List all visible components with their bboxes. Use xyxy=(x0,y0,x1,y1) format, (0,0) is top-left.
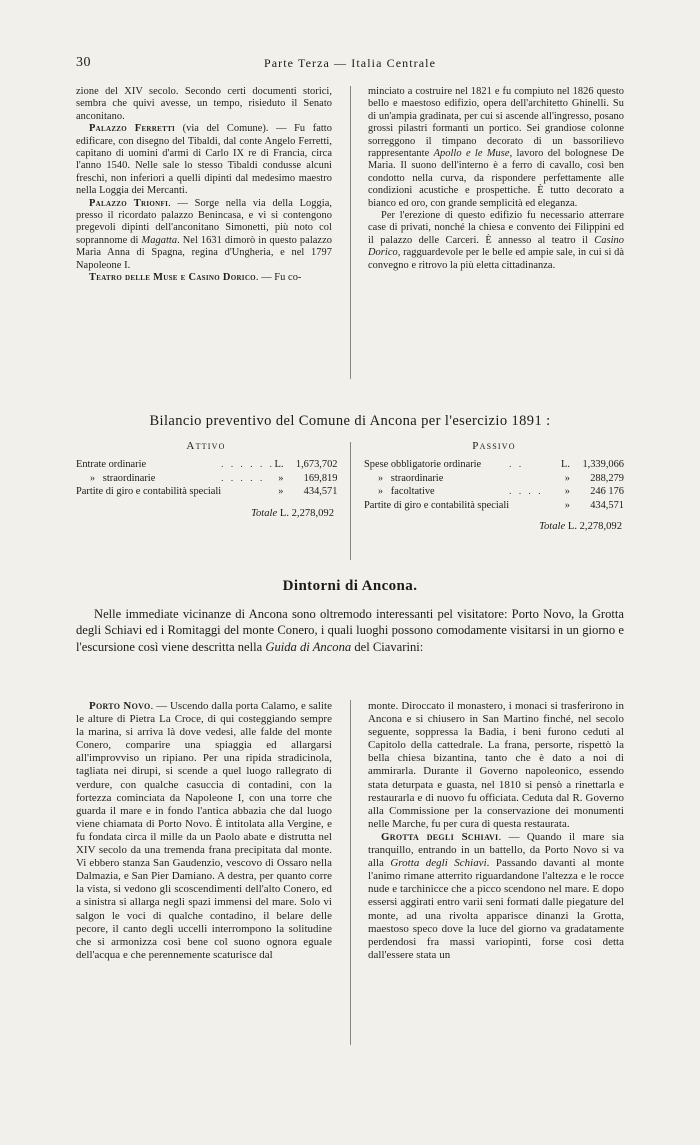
row-bullet: » xyxy=(378,486,383,498)
column-divider xyxy=(350,442,351,560)
table-row xyxy=(364,472,624,486)
row-label xyxy=(364,485,509,499)
leader-dots: . . . . . xyxy=(221,472,265,483)
row-label-text: straordinarie xyxy=(390,472,444,484)
leader-dots xyxy=(509,472,561,486)
entry-heading: Palazzo Ferretti xyxy=(89,123,176,135)
row-amount: 246 176 xyxy=(590,486,624,498)
row-label-text: facoltative xyxy=(390,486,435,498)
entry-heading: Porto Novo xyxy=(89,700,151,712)
top-column-right xyxy=(368,86,624,272)
row-bullet: » xyxy=(378,472,383,484)
budget-table xyxy=(76,440,624,565)
row-currency: » xyxy=(278,472,284,484)
budget-table-attivo xyxy=(76,440,336,519)
paragraph: Grotta degli Schiavi. — Quando il mare sia tranquillo, entrando in un battello, da Porto Novo si va alla Grotta degli Schiavi. Passando davanti al monte l'animo rimane atterrito riguardandone l'altezza e le rocce nude e tarchinicce che a picco scendono nel mare. E dopo essersi aggirati entro varii seni formati dalle piegature del monte, ad una rivolta apparisce dinanzi la Grotta, maestoso speco dove la luce del giorno va gradatamente perdendosi fra massi variopinti, forse così detta dall'essere stata un xyxy=(368,830,624,961)
column-divider xyxy=(350,86,351,379)
row-label xyxy=(364,472,509,486)
paragraph: Palazzo Trionfi. — Sorge nella via della Loggia, presso il ricordato palazzo Benincasa, e vi si contengono pregevoli dipinti dell'anconitano Simonetti, più noto col soprannome di Magatta. Nel 1631 dimorò in questo palazzo Maria Anna di Spagna, regina d'Ungheria, e nel 1797 Napoleone I. xyxy=(76,197,333,271)
row-amount: 169,819 xyxy=(303,472,338,484)
paragraph: zione del XIV secolo. Secondo certi documenti storici, sembra che quivi avesse, un tempo, risieduto il Senato anconitano. xyxy=(76,86,332,122)
total-currency: L. xyxy=(279,507,289,519)
italic-term: Magatta xyxy=(141,234,178,246)
leader-dots: . . . . . . xyxy=(221,459,275,469)
table-row xyxy=(76,472,337,486)
row-label: Entrate ordinarie xyxy=(76,459,147,470)
table-row xyxy=(364,458,624,472)
total-amount: 2,278,092 xyxy=(291,507,334,519)
entry-heading: Grotta degli Schiavi xyxy=(381,830,499,843)
row-currency: » xyxy=(564,499,570,511)
total-currency: L. xyxy=(567,521,577,533)
row-label: Partite di giro e contabilità speciali xyxy=(364,499,510,511)
total-label: Totale xyxy=(539,521,566,533)
column-divider xyxy=(350,700,351,1045)
entry-heading: Palazzo Trionfi xyxy=(89,197,169,209)
row-bullet: » xyxy=(90,472,95,484)
table-row xyxy=(76,458,337,472)
page-number: 30 xyxy=(76,55,91,70)
section-intro xyxy=(76,606,624,655)
row-label xyxy=(76,472,221,486)
bottom-column-left xyxy=(76,700,332,962)
table-row xyxy=(76,485,337,499)
budget-title: Bilancio preventivo del Comune di Ancona per l'esercizio 1891 : xyxy=(149,413,551,429)
row-amount: 1,673,702 xyxy=(295,459,338,470)
table-row xyxy=(364,499,624,513)
entry-heading: Teatro delle Muse e Casino Dorico xyxy=(89,272,256,284)
italic-term: Apollo e le Muse xyxy=(433,148,510,160)
row-currency: » xyxy=(564,472,570,484)
budget-column-heading: Attivo xyxy=(186,440,226,452)
italic-term: Grotta degli Schiavi xyxy=(390,857,487,870)
paragraph: Nelle immediate vicinanze di Ancona sono oltremodo interessanti pel visitatore: Porto Novo, la Grotta degli Schiavi ed i Romitaggi del monte Conero, i quali luoghi possono comodamente visitarsi in un giorno e l'escursione così viene descritta nella Guida di Ancona del Ciavarini: xyxy=(76,607,624,654)
paragraph: Porto Novo. — Uscendo dalla porta Calamo, e salite le alture di Pietra La Croce, di qui costeggiando sempre la marina, si arriva là dove vedesi, alle falde del monte Conero, comparire una spiaggia ed allargarsi all'improvviso un ripiano. Per una ripida stradicinola, tagliata nei dirupi, si scende a quel luogo rallegrato di verdure, con qualche casuccia di contadini, con la fortezza cominciata da Napoleone I, con una torre che guarda il mare e in fondo l'antica abbazia che dal luogo viene chiamata di Porto Novo. È intitolata alla Vergine, e fu fondata circa il mille da un Paolo abate e distrutta nel XIV secolo da una tremenda frana precipitata dal monte. Vi ebbero stanza San Gaudenzio, vescovo di Ossaro nella Dalmazia, e San Pier Damiano. A destra, per quanto corre la vista, si vedono gli scoscendimenti dell'alto Conero, ed a sinistra si allarga negli spazi immensi del mare. Solo vi salgon le voci di qualche contadino, il belare delle pecore, il canto degli uccelli interrompono la solitudine che si armonizza così bene col suono ognora eguale dell'acqua e che perennemente scaturisce dal xyxy=(76,700,333,961)
paragraph: Palazzo Ferretti (via del Comune). — Fu fatto edificare, con disegno del Tibaldi, dal conte Angelo Ferretti, capitano di uomini d'armi di Carlo IX re di Francia, circa l'anno 1540. Nelle sale lo stesso Tibaldi condusse alcuni freschi, non inferiori a quelli dipinti dal medesimo maestro nella Loggia dei Mercanti. xyxy=(76,123,332,197)
leader-dots: . . xyxy=(509,459,524,469)
bottom-column-right xyxy=(368,700,624,962)
row-currency: L. xyxy=(561,459,570,470)
leader-dots xyxy=(509,499,561,513)
budget-table-passivo xyxy=(364,440,624,532)
row-label: Spese obbligatorie ordinarie xyxy=(364,459,482,470)
paragraph: Teatro delle Muse e Casino Dorico. — Fu co- xyxy=(89,272,302,284)
total-label: Totale xyxy=(251,507,278,519)
total-amount: 2,278,092 xyxy=(579,521,622,533)
top-column-left xyxy=(76,86,332,285)
budget-column-heading: Passivo xyxy=(472,440,516,452)
row-label-text: straordinarie xyxy=(102,472,156,484)
row-currency: L. xyxy=(274,459,284,470)
total-row xyxy=(76,508,336,519)
total-row xyxy=(364,521,624,532)
leader-dots xyxy=(221,485,274,499)
row-currency: » xyxy=(278,486,284,498)
row-amount: 434,571 xyxy=(590,499,624,511)
table-row xyxy=(364,485,624,499)
italic-term: Guida di Ancona xyxy=(265,639,352,654)
running-head xyxy=(76,55,624,71)
row-currency: » xyxy=(564,486,570,498)
italic-term: Casino Dorico xyxy=(368,234,624,259)
paragraph: monte. Diroccato il monastero, i monaci si trasferirono in Ancona e si chiusero in San Martino finché, nel secolo seguente, soppressa la Badia, i beni furono ceduti al Capitolo della cattedrale. La frana, persorte, rispettò la bella chiesa bizantina, tanto che è dato a noi di ammirarla. Durante il Governo napoleonico, essendo stata deturpata e guasta, nel 1810 si pensò a rinettarla e restaurarla e di nuovo fu officiata. Ceduta dal R. Governo alla Commissione per la conservazione dei monumenti nelle Marche, fu per cura di questa restaurata. xyxy=(368,700,624,830)
row-amount: 1,339,066 xyxy=(582,459,624,470)
paragraph: minciato a costruire nel 1821 e fu compiuto nel 1826 questo bello e maestoso edifizio, opera dell'architetto Ghinelli. Su di un'ampia gradinata, per cui si ascende all'ingresso, posano grossi pilastri formanti un portico. Sei grandiose colonne sorreggono il timpano decorato di un bassorilievo rappresentante Apollo e le Muse, lavoro del bolognese De Maria. Il suono dell'interno è a ferro di cavallo, così ben condotto nella curva, da rispondere perfettamente alle condizioni acustiche e prospettiche. È tutto decorato a bianco ed oro, con grande semplicità ed eleganza. xyxy=(368,86,624,209)
section-title: Dintorni di Ancona. xyxy=(282,578,418,594)
row-amount: 434,571 xyxy=(303,486,338,498)
leader-dots: . . . . xyxy=(509,486,544,497)
paragraph: Per l'erezione di questo edifizio fu necessario atterrare case di privati, nonché la chiesa e convento dei Filippini ed il palazzo delle Carceri. È annesso al teatro il Casino Dorico, ragguardevole per le belle ed ampie sale, in cui si dà convegno e ritrovo la più eletta cittadinanza. xyxy=(368,210,624,271)
running-title: Parte Terza — Italia Centrale xyxy=(263,56,437,70)
row-label: Partite di giro e contabilità speciali xyxy=(76,486,222,498)
bottom-column-block xyxy=(76,700,624,1060)
top-column-block xyxy=(76,86,624,386)
row-amount: 288,279 xyxy=(590,472,624,484)
